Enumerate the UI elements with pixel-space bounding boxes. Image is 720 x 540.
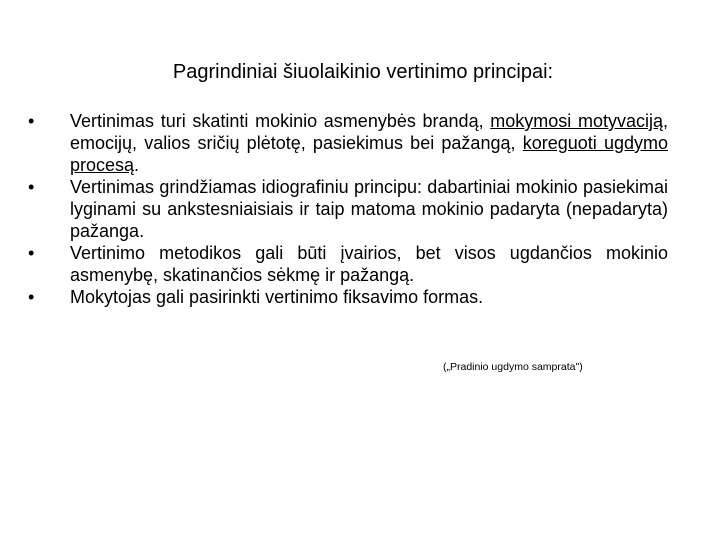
bullet-item — [28, 110, 668, 176]
bullet-list — [28, 110, 668, 308]
bullet-text-segment: . — [134, 155, 140, 175]
bullet-text-segment: Vertinimas turi skatinti mokinio asmenybės brandą, — [70, 111, 491, 131]
bullet-marker: • — [28, 287, 35, 307]
bullet-text: Mokytojas gali pasirinkti vertinimo fiksavimo formas. — [70, 287, 484, 307]
link-mokymosi-motyvacija[interactable]: mokymosi motyvaciją — [490, 111, 663, 131]
bullet-text — [70, 111, 668, 175]
citation: („Pradinio ugdymo samprata") — [443, 361, 583, 373]
bullet-text: Vertinimo metodikos gali būti įvairios, bet visos ugdančios mokinio asmenybę, skatinančios sėkmę ir pažangą. — [70, 243, 668, 285]
bullet-marker: • — [28, 111, 35, 131]
bullet-item — [28, 286, 668, 308]
bullet-marker: • — [28, 243, 35, 263]
link-koreguoti-ugdymo-procesa[interactable]: koreguoti ugdymo procesą — [70, 133, 668, 175]
bullet-marker: • — [28, 177, 35, 197]
bullet-item — [28, 176, 668, 242]
bullet-text: Vertinimas grindžiamas idiografiniu principu: dabartiniai mokinio pasiekimai lyginami su ankstesniaisiais ir taip matoma mokinio padaryta (nepadaryta) pažanga. — [70, 177, 668, 241]
bullet-item — [28, 242, 668, 286]
bullet-text-segment: , emocijų, valios sričių plėtotę, pasiekimus bei pažangą, — [70, 111, 668, 153]
slide-title: Pagrindiniai šiuolaikinio vertinimo principai: — [172, 61, 554, 83]
